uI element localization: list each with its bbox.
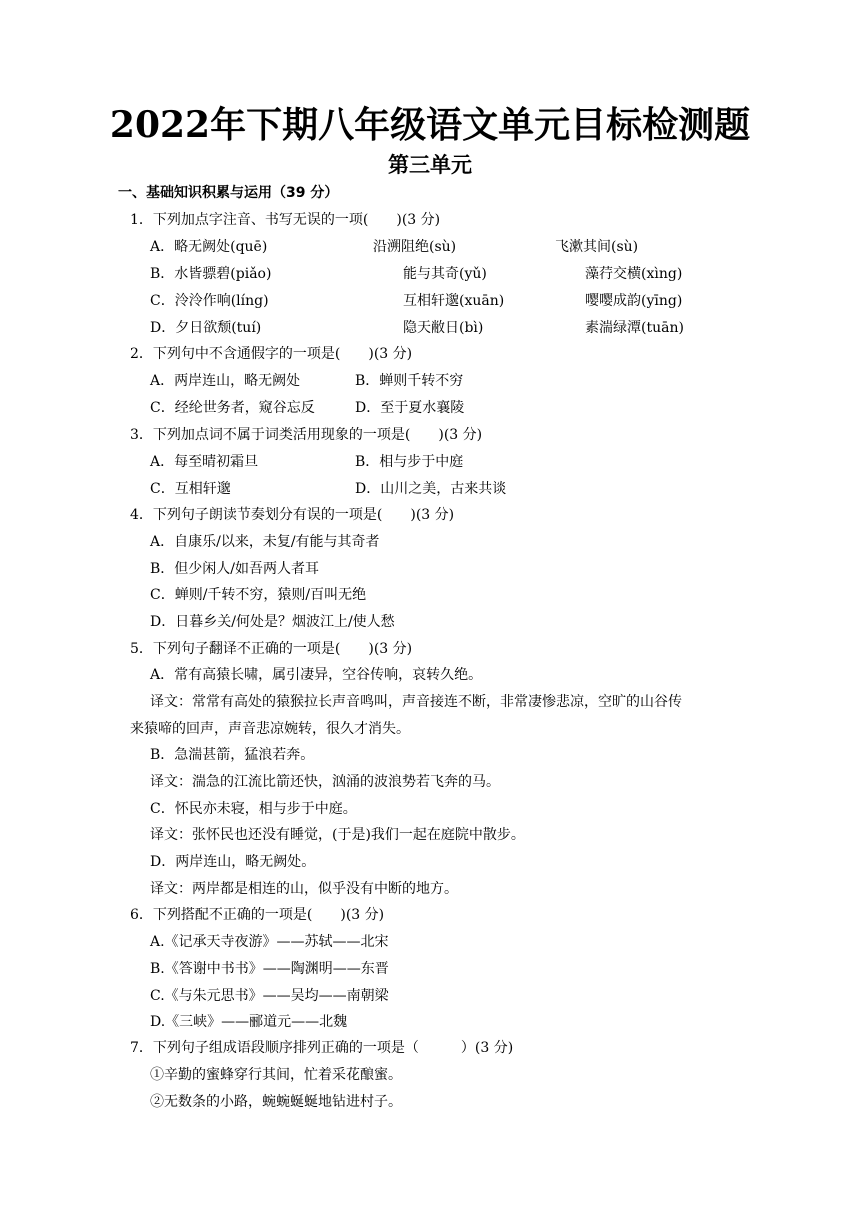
q6-option-b: B.《答谢中书书》——陶渊明——东晋 [150, 961, 389, 977]
q3-option-d: D．山川之美，古来共谈 [355, 481, 507, 497]
q5-option-a-translation-cont: 来猿啼的回声，声音悲凉婉转，很久才消失。 [130, 721, 410, 737]
question-6-stem: 6．下列搭配不正确的一项是( )(3 分) [130, 907, 385, 923]
q6-option-c: C.《与朱元思书》——吴均——南朝梁 [150, 988, 389, 1004]
q2-option-c: C．经纶世务者，窥谷忘反 [150, 400, 315, 416]
q2-option-d: D．至于夏水襄陵 [355, 400, 465, 416]
q1-d-3: 素湍绿潭(tuān) [585, 320, 684, 336]
q1-a-3: 飞漱其间(sù) [555, 239, 639, 255]
q3-option-c: C．互相轩邈 [150, 481, 231, 497]
page-subtitle: 第三单元 [388, 153, 472, 177]
q1-d-1: D．夕日欲颓(tuí) [150, 320, 262, 336]
q5-option-b-translation: 译文：湍急的江流比箭还快，汹涌的波浪势若飞奔的马。 [150, 774, 500, 790]
section-heading: 一、基础知识积累与运用（39 分） [118, 185, 339, 201]
question-5-stem: 5．下列句子翻译不正确的一项是( )(3 分) [130, 641, 413, 657]
question-3-stem: 3．下列加点词不属于词类活用现象的一项是( )(3 分) [130, 427, 483, 443]
q1-d-2: 隐天敝日(bì) [403, 320, 484, 336]
q5-option-c-translation: 译文：张怀民也还没有睡觉，(于是)我们一起在庭院中散步。 [150, 827, 525, 843]
question-2-row-1 [150, 368, 650, 394]
q5-option-a-translation: 译文：常常有高处的猿猴拉长声音鸣叫，声音接连不断，非常凄惨悲凉，空旷的山谷传 [150, 694, 682, 710]
question-1-option-a [150, 234, 770, 260]
q1-a-1: A．略无阙处(quē) [150, 239, 268, 255]
q1-b-2: 能与其奇(yǔ) [403, 266, 487, 282]
q5-option-c: C．怀民亦未寝，相与步于中庭。 [150, 801, 357, 817]
q5-option-b: B．急湍甚箭，猛浪若奔。 [150, 747, 315, 763]
q6-option-a: A.《记承天寺夜游》——苏轼——北宋 [150, 934, 389, 950]
q6-option-d: D.《三峡》——郦道元——北魏 [150, 1014, 348, 1030]
q1-b-3: 藻荇交横(xìng) [585, 266, 683, 282]
q4-option-b: B．但少闲人/如吾两人者耳 [150, 561, 320, 577]
page-title: 2022年下期八年级语文单元目标检测题 [109, 104, 751, 146]
question-1-stem: 1．下列加点字注音、书写无误的一项( )(3 分) [130, 212, 441, 228]
q3-option-a: A．每至晴初霜旦 [150, 454, 259, 470]
q1-a-2: 沿溯阻绝(sù) [373, 239, 457, 255]
q4-option-c: C．蝉则/千转不穷，猿则/百叫无绝 [150, 587, 367, 603]
q1-c-2: 互相轩邈(xuān) [403, 293, 505, 309]
question-7-stem: 7．下列句子组成语段顺序排列正确的一项是（ ）(3 分) [130, 1040, 514, 1056]
q1-b-1: B．水皆骠碧(piǎo) [150, 266, 272, 282]
q5-option-a: A．常有高猿长啸，属引凄异，空谷传响，哀转久绝。 [150, 667, 483, 683]
q4-option-d: D．日暮乡关/何处是？烟波江上/使人愁 [150, 614, 395, 630]
q3-option-b: B．相与步于中庭 [355, 454, 464, 470]
question-3-row-1 [150, 449, 650, 475]
q2-option-b: B．蝉则千转不穷 [355, 373, 464, 389]
question-2-stem: 2．下列句中不含通假字的一项是( )(3 分) [130, 346, 413, 362]
q5-option-d: D．两岸连山，略无阙处。 [150, 854, 316, 870]
q1-c-3: 嘤嘤成韵(yīng) [585, 293, 683, 309]
question-2-row-2 [150, 395, 650, 421]
q2-option-a: A．两岸连山，略无阙处 [150, 373, 301, 389]
question-1-option-c [150, 288, 770, 314]
question-4-stem: 4．下列句子朗读节奏划分有误的一项是( )(3 分) [130, 507, 455, 523]
q7-sentence-1: ①辛勤的蜜蜂穿行其间，忙着采花酿蜜。 [150, 1067, 402, 1083]
q1-c-1: C．泠泠作响(líng) [150, 293, 269, 309]
q4-option-a: A．自康乐/以来，未复/有能与其奇者 [150, 534, 380, 550]
q5-option-d-translation: 译文：两岸都是相连的山，似乎没有中断的地方。 [150, 881, 458, 897]
question-1-option-d [150, 315, 770, 341]
q7-sentence-2: ②无数条的小路，蜿蜿蜒蜒地钻进村子。 [150, 1094, 402, 1110]
question-1-option-b [150, 261, 770, 287]
question-3-row-2 [150, 476, 650, 502]
